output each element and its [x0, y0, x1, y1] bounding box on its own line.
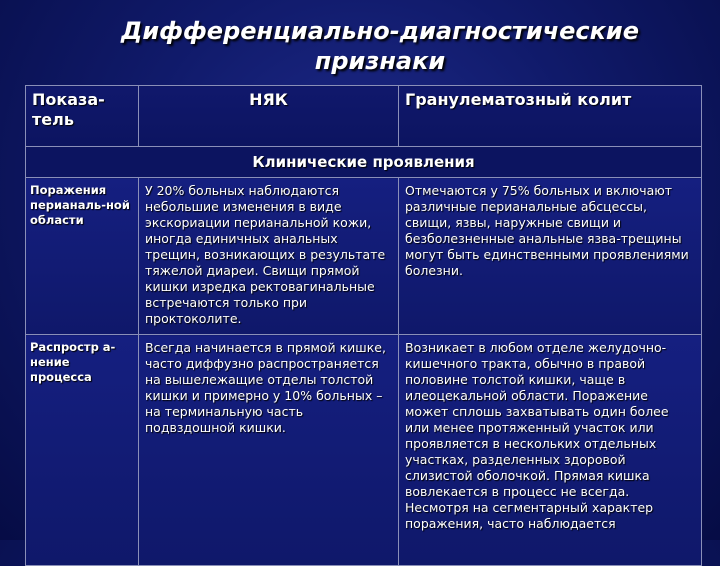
diagnostic-table	[25, 85, 702, 566]
table-row	[26, 335, 702, 566]
granulomatous-cell: Отмечаются у 75% больных и включают различные перианальные абсцессы, свищи, язвы, наружные свищи и безболезненные анальные язва-трещины могут быть единственными проявлениями болезни.	[399, 178, 702, 335]
row-label: Поражения перианаль-ной области	[26, 178, 139, 335]
nyak-cell: Всегда начинается в прямой кишке, часто диффузно распространяется на вышележащие отделы толстой кишки и примерно у 10% больных – на терминальную часть подвздошной кишки.	[139, 335, 399, 566]
slide-title	[40, 16, 720, 76]
header-indicator: Показа-тель	[26, 86, 139, 147]
section-title: Клинические проявления	[26, 147, 702, 178]
slide-title-line-1: Дифференциально-диагностические	[120, 17, 640, 45]
table-row	[26, 178, 702, 335]
nyak-cell: У 20% больных наблюдаются небольшие изменения в виде экскориации перианальной кожи, иногда единичных анальных трещин, возникающих в результате тяжелой диареи. Свищи прямой кишки изредка ректовагинальные встречаются только при проктоколите.	[139, 178, 399, 335]
header-nyak: НЯК	[139, 86, 399, 147]
granulomatous-cell: Возникает в любом отделе желудочно-кишечного тракта, обычно в правой половине толстой кишки, чаще в илеоцекальной области. Поражение может сплошь захватывать один более или менее протяженный участок или проявляется в нескольких отдельных участках, разделенных здоровой слизистой оболочкой. Прямая кишка вовлекается в процесс не всегда. Несмотря на сегментарный характер поражения, часто наблюдается	[399, 335, 702, 566]
row-label: Распростр а-нение процесса	[26, 335, 139, 566]
table-header-row	[26, 86, 702, 147]
section-row	[26, 147, 702, 178]
slide-title-line-2: признаки	[314, 47, 446, 75]
header-granulomatous-colitis: Гранулематозный колит	[399, 86, 702, 147]
